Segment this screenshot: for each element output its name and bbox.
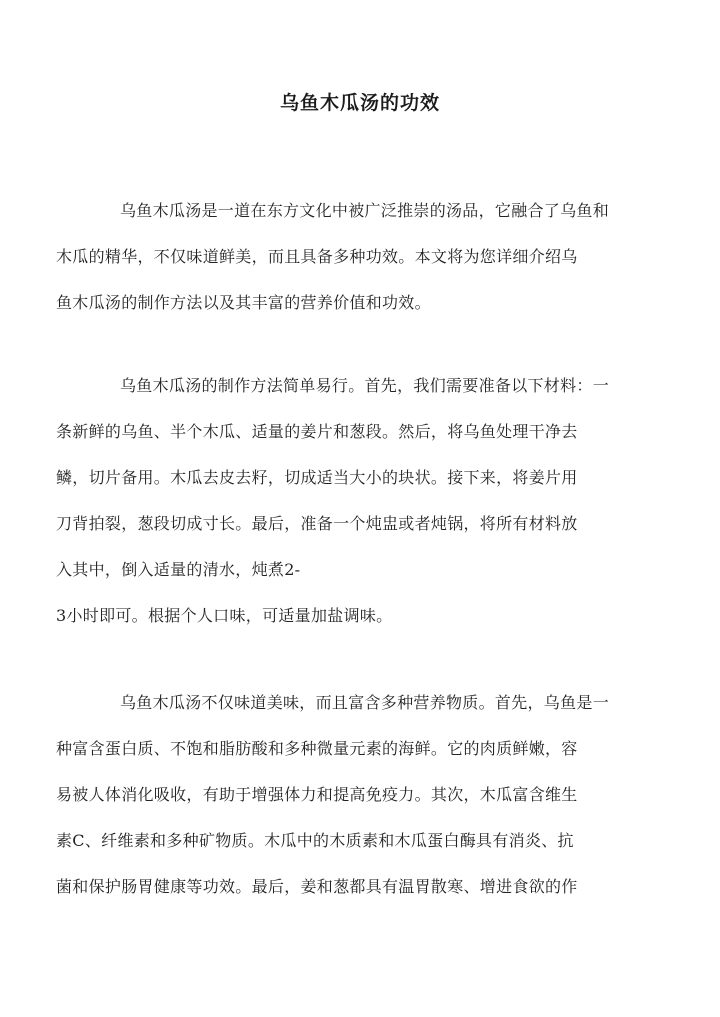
paragraph-method (56, 363, 633, 639)
paragraph-line: 乌鱼木瓜汤是一道在东方文化中被广泛推崇的汤品，它融合了乌鱼和 (120, 201, 610, 220)
document-title: 乌鱼木瓜汤的功效 (279, 92, 440, 114)
paragraph-intro (56, 188, 633, 326)
paragraph-line: 入其中，倒入适量的清水，炖煮2- (56, 560, 301, 579)
paragraph-line: 鳞，切片备用。木瓜去皮去籽，切成适当大小的块状。接下来，将姜片用 (56, 468, 578, 487)
paragraph-line: 3小时即可。根据个人口味，可适量加盐调味。 (56, 606, 393, 625)
paragraph-line: 种富含蛋白质、不饱和脂肪酸和多种微量元素的海鲜。它的肉质鲜嫩，容 (56, 739, 578, 758)
paragraph-line: 素C、纤维素和多种矿物质。木瓜中的木质素和木瓜蛋白酶具有消炎、抗 (56, 831, 574, 850)
paragraph-line: 乌鱼木瓜汤的制作方法简单易行。首先，我们需要准备以下材料：一 (120, 376, 610, 395)
paragraph-line: 乌鱼木瓜汤不仅味道美味，而且富含多种营养物质。首先，乌鱼是一 (120, 693, 610, 712)
paragraph-line: 木瓜的精华，不仅味道鲜美，而且具备多种功效。本文将为您详细介绍乌 (56, 247, 578, 266)
paragraph-line: 易被人体消化吸收，有助于增强体力和提高免疫力。其次，木瓜富含维生 (56, 785, 578, 804)
paragraph-line: 鱼木瓜汤的制作方法以及其丰富的营养价值和功效。 (56, 293, 431, 312)
paragraph-line: 条新鲜的乌鱼、半个木瓜、适量的姜片和葱段。然后，将乌鱼处理干净去 (56, 422, 578, 441)
paragraph-nutrition (56, 680, 633, 910)
paragraph-line: 刀背拍裂，葱段切成寸长。最后，准备一个炖盅或者炖锅，将所有材料放 (56, 514, 578, 533)
paragraph-line: 菌和保护肠胃健康等功效。最后，姜和葱都具有温胃散寒、增进食欲的作 (56, 877, 578, 896)
